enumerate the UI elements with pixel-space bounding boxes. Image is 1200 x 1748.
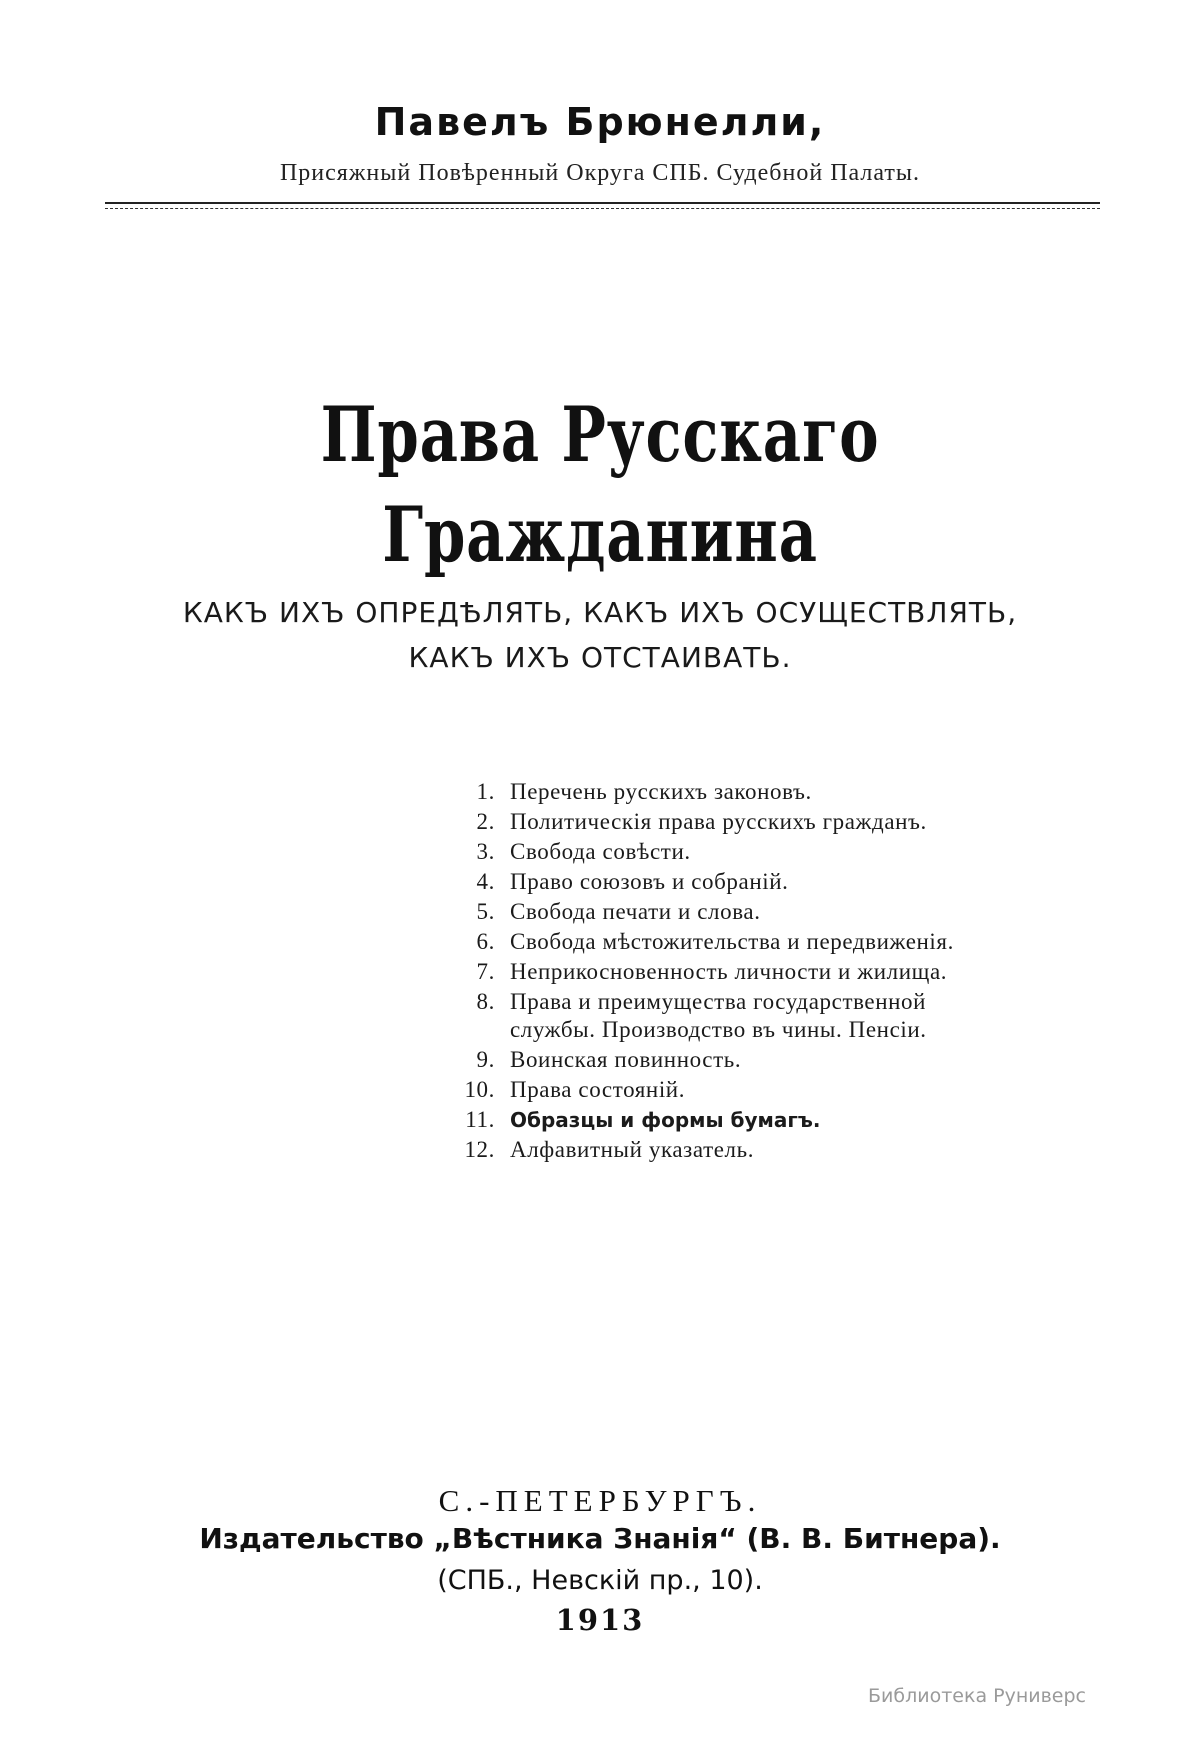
item-text: Свобода совѣсти. <box>510 839 691 864</box>
imprint-publisher: Издательство „Вѣстника Знанія“ (В. В. Битнера). <box>199 1522 1001 1555</box>
contents-item <box>455 1046 1115 1074</box>
author-name: Павелъ Брюнелли, <box>374 100 826 144</box>
item-text: Образцы и формы бумагъ. <box>510 1108 821 1132</box>
contents-item <box>455 958 1115 986</box>
item-text: Свобода мѣстожительства и передвиженія. <box>510 929 954 954</box>
item-text: Политическія права русскихъ гражданъ. <box>510 809 927 834</box>
item-number: 7. <box>476 959 495 984</box>
author-credentials: Присяжный Повѣренный Округа СПБ. Судебной Палаты. <box>279 160 921 186</box>
item-text: Права и преимущества государственной <box>510 989 927 1014</box>
contents-item <box>455 898 1115 926</box>
item-number: 4. <box>476 869 495 894</box>
item-number: 3. <box>476 839 495 864</box>
item-text: Права состояній. <box>510 1077 686 1102</box>
contents-item <box>455 1106 1115 1134</box>
item-number: 8. <box>476 989 495 1014</box>
item-text: Перечень русскихъ законовъ. <box>510 779 812 804</box>
imprint-address: (СПБ., Невскій пр., 10). <box>437 1565 763 1596</box>
item-number: 10. <box>464 1077 495 1102</box>
item-number: 11. <box>465 1107 495 1132</box>
contents-list <box>455 778 1115 1164</box>
header-rule-dashed <box>105 208 1100 209</box>
contents-item <box>455 928 1115 956</box>
imprint-city: С.-ПЕТЕРБУРГЪ. <box>438 1483 762 1518</box>
book-title: Права Русскаго Гражданина <box>320 390 880 579</box>
item-number: 5. <box>476 899 495 924</box>
contents-item <box>455 1136 1115 1164</box>
item-text-continuation: службы. Производство въ чины. Пенсіи. <box>510 1017 927 1042</box>
book-subtitle <box>0 590 1200 680</box>
contents-item <box>455 838 1115 866</box>
item-text: Неприкосновенность личности и жилища. <box>510 959 948 984</box>
item-number: 9. <box>476 1047 495 1072</box>
item-text: Воинская повинность. <box>510 1047 742 1072</box>
item-text: Право союзовъ и собраній. <box>510 869 789 894</box>
contents-item <box>455 988 1115 1044</box>
library-watermark: Библиотека Руниверс <box>868 1685 1086 1707</box>
subtitle-line-2: КАКЪ ИХЪ ОТСТАИВАТЬ. <box>408 641 792 674</box>
contents-item <box>455 808 1115 836</box>
contents-item <box>455 1076 1115 1104</box>
item-number: 1. <box>476 779 495 804</box>
item-number: 6. <box>476 929 495 954</box>
contents-item <box>455 778 1115 806</box>
item-number: 12. <box>464 1137 495 1162</box>
contents-item <box>455 868 1115 896</box>
item-number: 2. <box>476 809 495 834</box>
subtitle-line-1: КАКЪ ИХЪ ОПРЕДѢЛЯТЬ, КАКЪ ИХЪ ОСУЩЕСТВЛЯТЬ, <box>182 596 1018 629</box>
item-text: Алфавитный указатель. <box>510 1137 755 1162</box>
imprint-year: 1913 <box>555 1603 645 1637</box>
item-text: Свобода печати и слова. <box>510 899 761 924</box>
header-rule <box>105 202 1100 204</box>
